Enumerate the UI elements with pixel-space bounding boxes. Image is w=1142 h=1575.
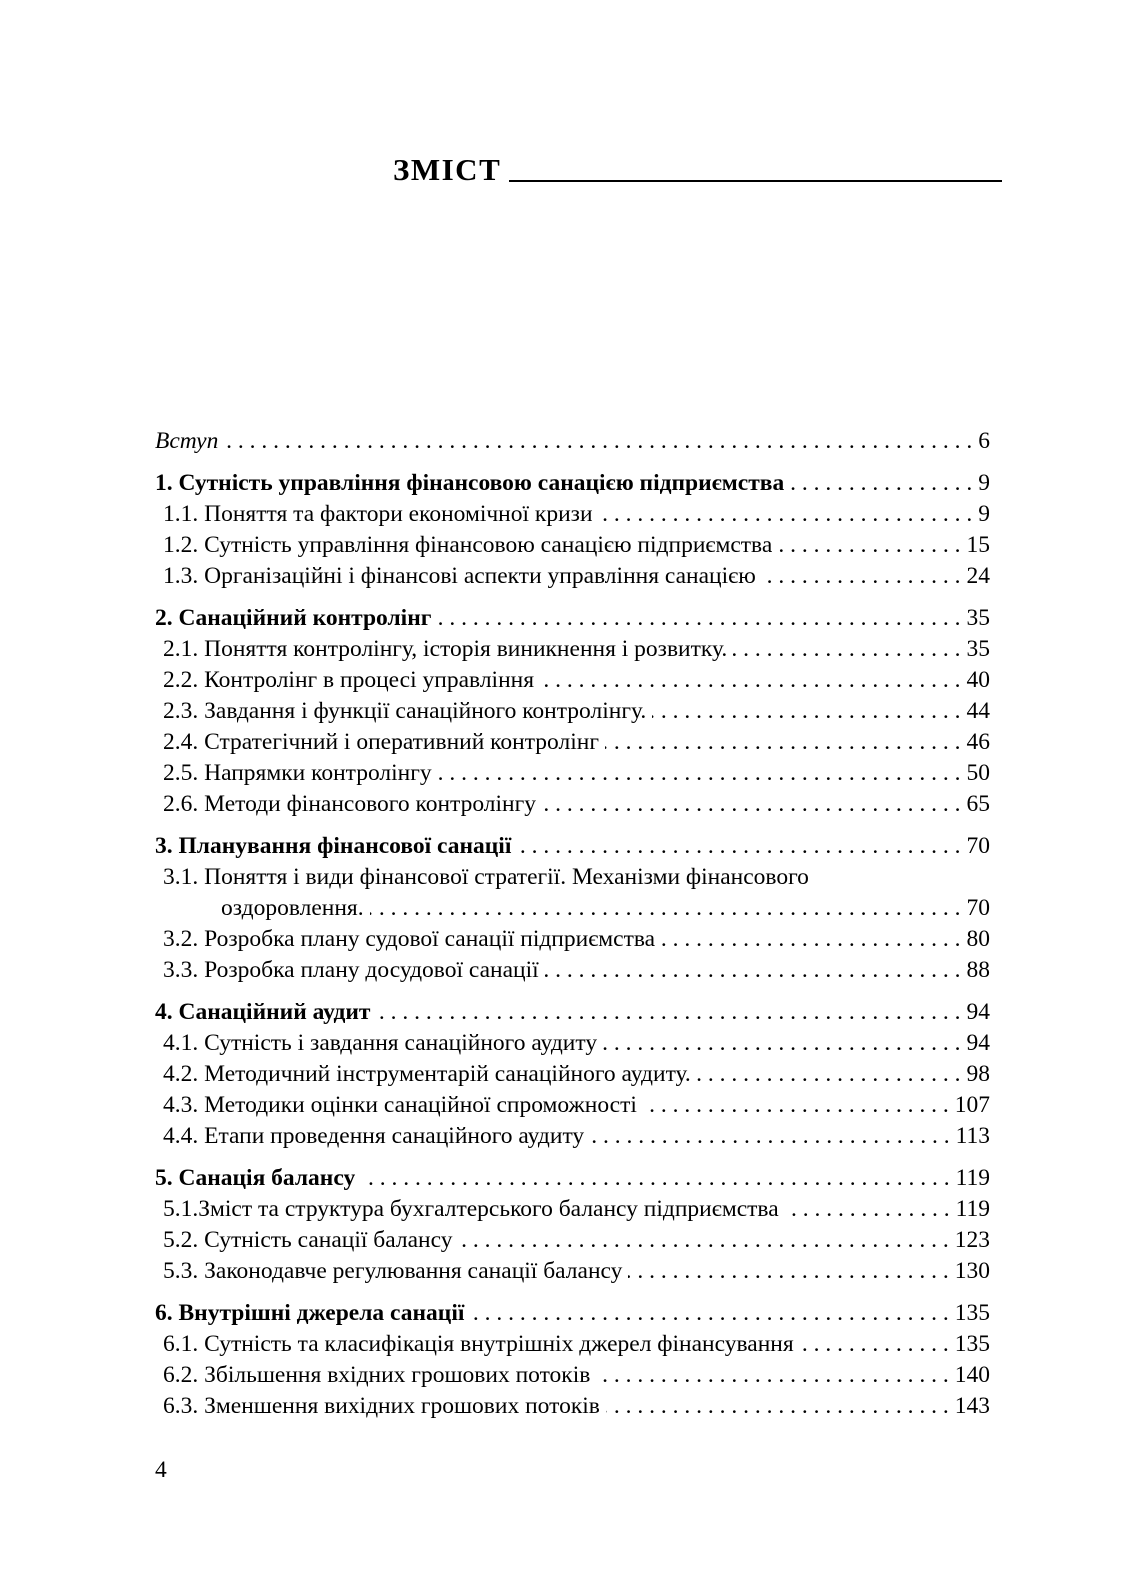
toc-entry <box>155 862 990 893</box>
toc-entry-text: 2.5. Напрямки контролінгу <box>163 760 432 786</box>
dot-leader <box>437 603 960 634</box>
dot-leader <box>762 561 961 592</box>
toc-entry-text: 6. Внутрішні джерела санації <box>155 1300 465 1326</box>
toc-entry-text: 3.2. Розробка плану судової санації підприємства <box>163 926 656 952</box>
dot-leader <box>224 426 972 457</box>
toc-entry <box>155 1163 990 1194</box>
dot-leader <box>459 1225 949 1256</box>
toc-entry <box>155 1090 990 1121</box>
toc-page-number: 9 <box>978 470 990 496</box>
toc-entry <box>155 893 990 924</box>
toc-entry <box>155 727 990 758</box>
toc-entry <box>155 1329 990 1360</box>
dot-leader <box>733 634 960 665</box>
toc-page-number: 88 <box>966 957 990 983</box>
toc-page-number: 35 <box>966 605 990 631</box>
toc-page-number: 119 <box>955 1165 990 1191</box>
toc-entry-text: 2.3. Завдання і функції санаційного контролінгу. <box>163 698 647 724</box>
toc-entry <box>155 1059 990 1090</box>
dot-leader <box>370 893 961 924</box>
toc-entry <box>155 665 990 696</box>
dot-leader <box>790 468 972 499</box>
dot-leader <box>470 1298 948 1329</box>
toc-entry <box>155 924 990 955</box>
toc-page-number: 46 <box>966 729 990 755</box>
toc-entry-text: 3. Планування фінансової санації <box>155 833 512 859</box>
toc-entry <box>155 955 990 986</box>
toc-entry-text: 5.1.Зміст та структура бухгалтерського балансу підприємства <box>163 1196 779 1222</box>
dot-leader <box>517 831 960 862</box>
toc-entry-text: 4.1. Сутність і завдання санаційного аудиту <box>163 1030 598 1056</box>
toc-entry <box>155 1256 990 1287</box>
dot-leader <box>599 499 973 530</box>
toc-page-number: 94 <box>966 999 990 1025</box>
dot-leader <box>540 665 960 696</box>
toc-page-number: 70 <box>966 833 990 859</box>
toc-entry <box>155 603 990 634</box>
toc-entry <box>155 1391 990 1422</box>
dot-leader <box>778 530 960 561</box>
toc-entry-text: Вступ <box>155 428 219 454</box>
toc-entry-text: 2.6. Методи фінансового контролінгу <box>163 791 536 817</box>
toc-entry <box>155 696 990 727</box>
dot-leader <box>361 1163 949 1194</box>
dot-leader <box>785 1194 950 1225</box>
toc-entry <box>155 1298 990 1329</box>
dot-leader <box>643 1090 949 1121</box>
dot-leader <box>590 1121 949 1152</box>
toc-entry-text: 1. Сутність управління фінансовою санацією підприємства <box>155 470 785 496</box>
dot-leader <box>628 1256 948 1287</box>
toc-page-number: 50 <box>966 760 990 786</box>
dot-leader <box>697 1059 961 1090</box>
toc-page-number: 9 <box>978 501 990 527</box>
dot-leader <box>652 696 960 727</box>
toc-page-number: 80 <box>966 926 990 952</box>
toc-list <box>155 426 990 1422</box>
dot-leader <box>800 1329 949 1360</box>
toc-entry <box>155 499 990 530</box>
title-underline <box>509 180 1002 182</box>
dot-leader <box>605 727 961 758</box>
toc-entry <box>155 997 990 1028</box>
toc-page-number: 35 <box>966 636 990 662</box>
toc-entry-text: оздоровлення. <box>221 895 364 921</box>
dot-leader <box>603 1028 960 1059</box>
toc-page-number: 113 <box>955 1123 990 1149</box>
toc-page-number: 94 <box>966 1030 990 1056</box>
toc-entry-text: 4.4. Етапи проведення санаційного аудиту <box>163 1123 585 1149</box>
toc-entry-text: 2.2. Контролінг в процесі управління <box>163 667 535 693</box>
toc-entry <box>155 1360 990 1391</box>
toc-page-number: 15 <box>966 532 990 558</box>
toc-entry <box>155 634 990 665</box>
toc-page-number: 135 <box>954 1331 990 1357</box>
toc-entry-text: 2. Санаційний контролінг <box>155 605 432 631</box>
toc-page-number: 143 <box>954 1393 990 1419</box>
dot-leader <box>438 758 961 789</box>
toc-entry <box>155 468 990 499</box>
toc-entry <box>155 561 990 592</box>
toc-page-number: 6 <box>978 428 990 454</box>
toc-entry-text: 4.3. Методики оцінки санаційної спроможності <box>163 1092 637 1118</box>
toc-entry <box>155 789 990 820</box>
toc-entry <box>155 1225 990 1256</box>
toc-entry-text: 2.1. Поняття контролінгу, історія виникнення і розвитку. <box>163 636 728 662</box>
toc-entry <box>155 1194 990 1225</box>
toc-entry-text: 5. Санація балансу <box>155 1165 356 1191</box>
folio-page-number: 4 <box>155 1457 167 1483</box>
toc-entry <box>155 1028 990 1059</box>
toc-page-number: 135 <box>954 1300 990 1326</box>
toc-entry-text: 4.2. Методичний інструментарій санаційного аудиту. <box>163 1061 691 1087</box>
dot-leader <box>542 789 961 820</box>
toc-entry <box>155 1121 990 1152</box>
toc-entry-text: 5.2. Сутність санації балансу <box>163 1227 453 1253</box>
toc-entry-text: 1.1. Поняття та фактори економічної кризи <box>163 501 593 527</box>
toc-page-number: 40 <box>966 667 990 693</box>
toc-entry-text: 6.3. Зменшення вихідних грошових потоків <box>163 1393 600 1419</box>
toc-page-number: 98 <box>966 1061 990 1087</box>
dot-leader <box>596 1360 948 1391</box>
toc-entry-text: 4. Санаційний аудит <box>155 999 371 1025</box>
dot-leader <box>376 997 960 1028</box>
toc-entry <box>155 426 990 457</box>
toc-entry <box>155 530 990 561</box>
toc-entry-text: 3.3. Розробка плану досудової санації <box>163 957 539 983</box>
dot-leader <box>606 1391 949 1422</box>
toc-entry-text: 2.4. Стратегічний і оперативний контролінг <box>163 729 599 755</box>
title-row <box>393 152 1002 188</box>
toc-entry <box>155 831 990 862</box>
toc-page-number: 70 <box>966 895 990 921</box>
toc-entry-text: 1.3. Організаційні і фінансові аспекти управління санацією <box>163 563 756 589</box>
dot-leader <box>545 955 961 986</box>
toc-entry-text: 1.2. Сутність управління фінансовою санацією підприємства <box>163 532 773 558</box>
toc-page-number: 119 <box>955 1196 990 1222</box>
toc-entry-text: 6.2. Збільшення вхідних грошових потоків <box>163 1362 591 1388</box>
toc-page-number: 140 <box>954 1362 990 1388</box>
toc-page-number: 107 <box>954 1092 990 1118</box>
toc-entry-text: 6.1. Сутність та класифікація внутрішніх джерел фінансування <box>163 1331 794 1357</box>
toc-entry-text: 3.1. Поняття і види фінансової стратегії. Механізми фінансового <box>163 864 809 890</box>
toc-page-number: 44 <box>966 698 990 724</box>
toc-entry <box>155 758 990 789</box>
toc-page-number: 24 <box>966 563 990 589</box>
toc-entry-text: 5.3. Законодавче регулювання санації балансу <box>163 1258 623 1284</box>
toc-page-number: 123 <box>954 1227 990 1253</box>
page-content <box>155 152 990 1422</box>
toc-page-number: 65 <box>966 791 990 817</box>
page-title: ЗМІСТ <box>393 152 502 187</box>
dot-leader <box>661 924 960 955</box>
toc-page-number: 130 <box>954 1258 990 1284</box>
